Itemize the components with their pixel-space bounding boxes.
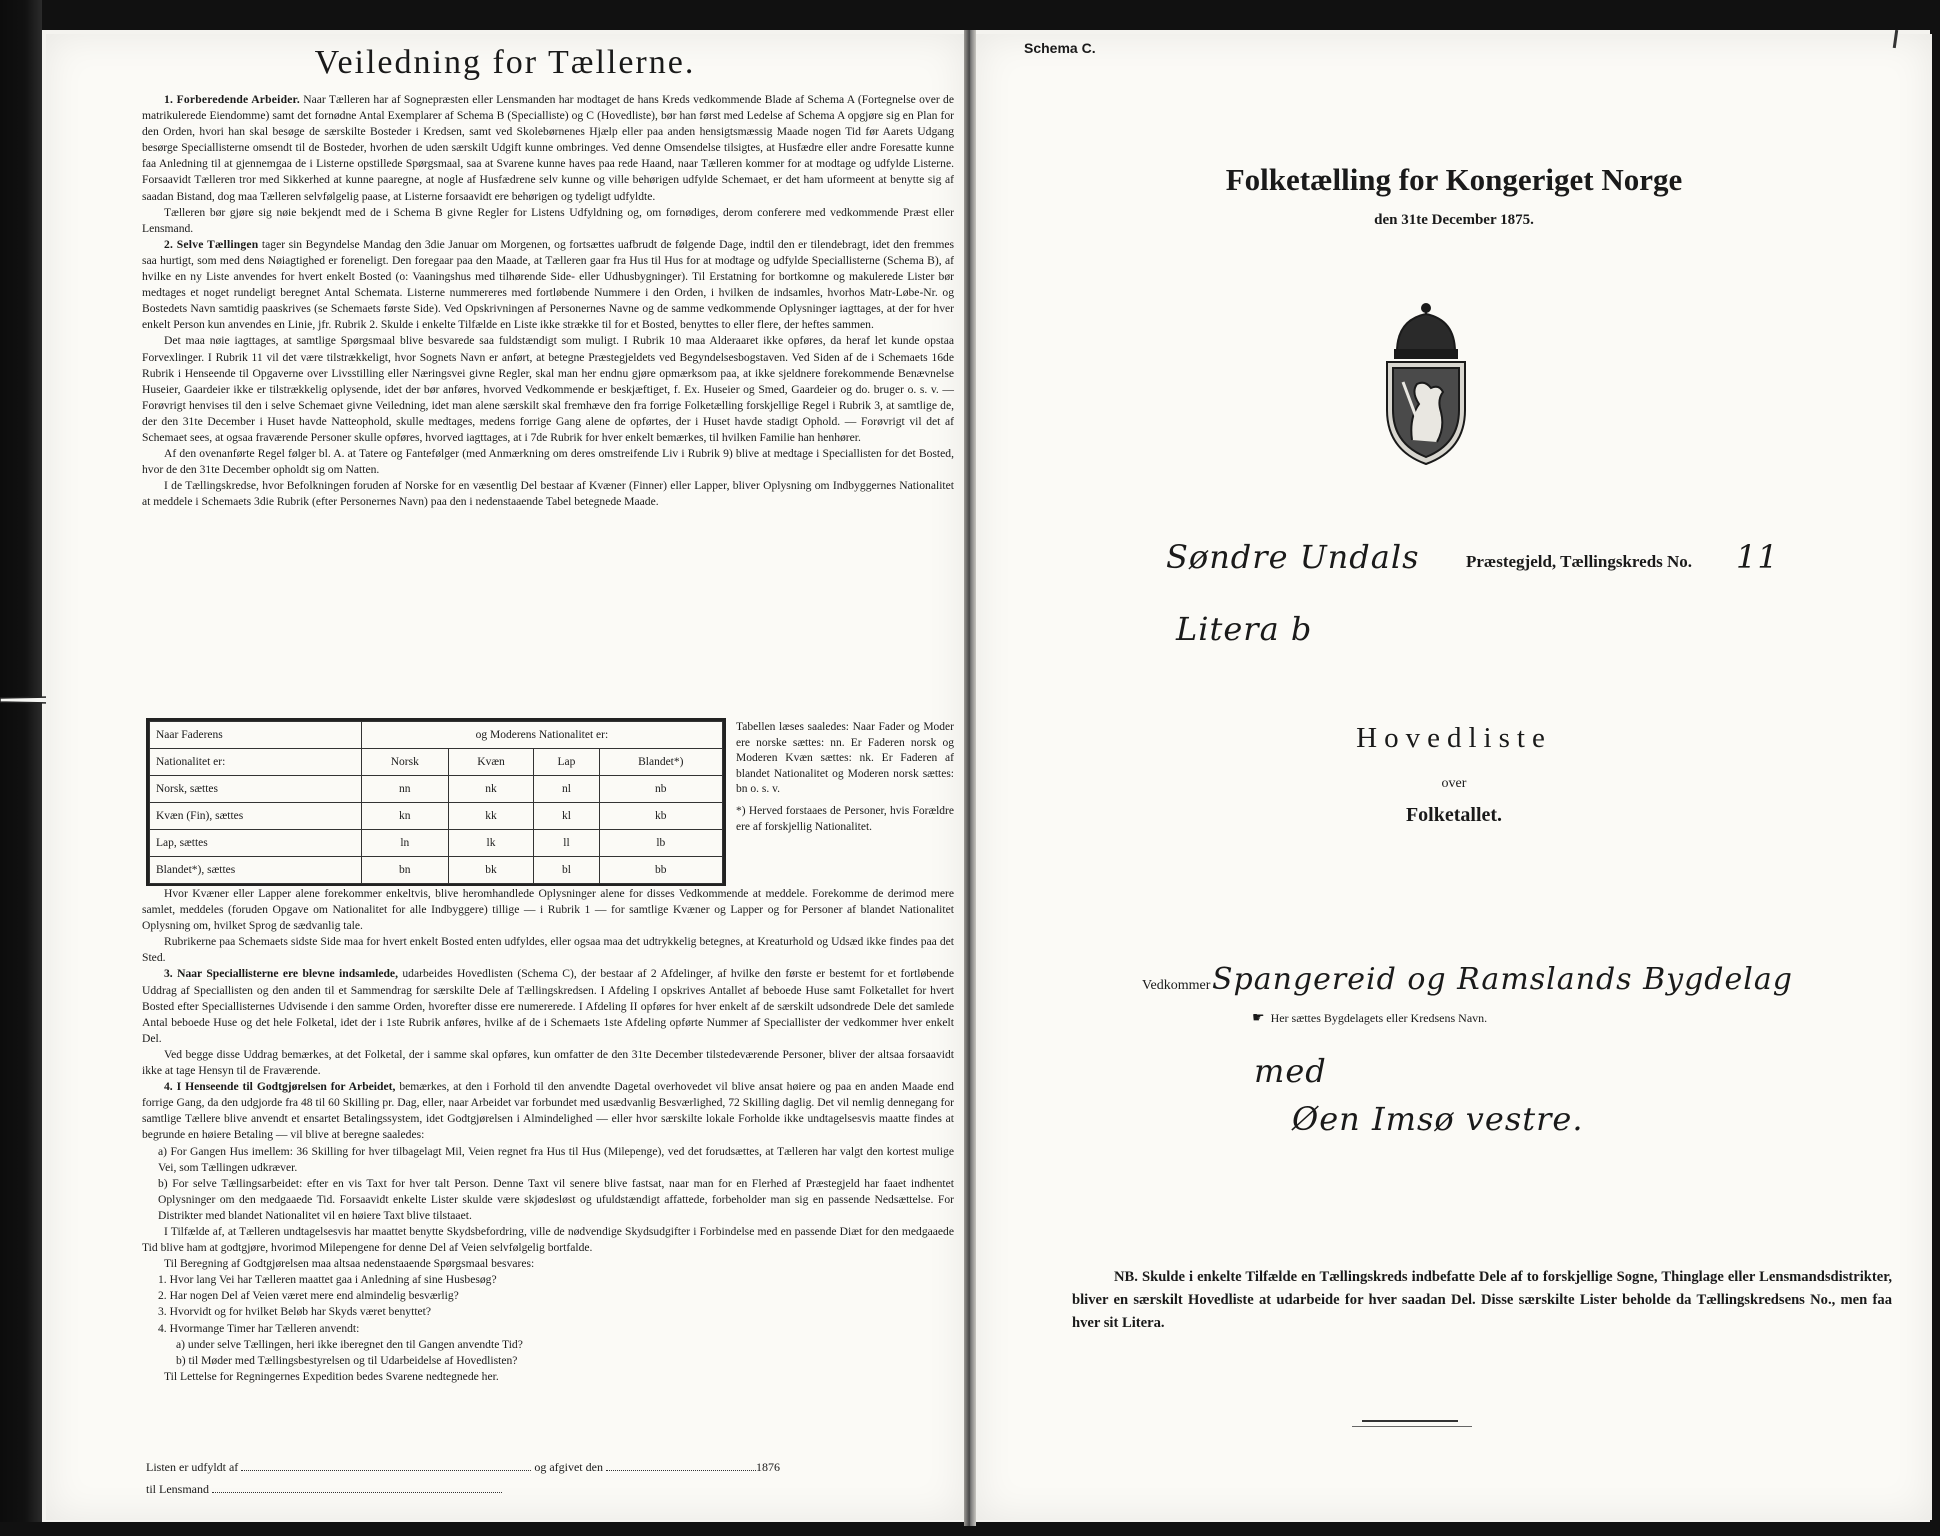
table-cell: lk (448, 830, 534, 857)
table-cell: kb (599, 803, 722, 830)
table-notes (736, 720, 954, 835)
table-cell: ln (361, 830, 448, 857)
section4-text: bemærkes, at den i Forhold til den anvendte Dagetal overhovedet vil blive ansat høiere og paa en anden Maade end forrige Gang, da den udgjorde fra 48 til 60 Skilling pr. Dag, eller, naar Arbeidet var forbundet med usædvanlig Besværlighed, 72 Skilling daglig. Det vil nemlig dennegang for samtlige Tællere blive anvendt et ensartet Betalingssystem, idet Godtgjørelsen i Almindelighed — eller hvor særskilte lokale Forholde ikke undtagelsesvis maatte findes at begrunde en høiere Betaling — vil blive at beregne saaledes: (142, 1080, 954, 1142)
section4-text2: I Tilfælde af, at Tælleren undtagelsesvis har maattet benytte Skydsbefordring, ville de nødvendige Skydsudgifter i Forbindelse med en passende Diæt for den medgaaede Tid blive ham at godtgjøre, hvorimod Milepengene for denne Del af Veien selvfølgelig bortfalde. (142, 1224, 954, 1255)
table-col-norsk: Norsk (361, 749, 448, 776)
signature-row-lensmand (146, 1480, 954, 1502)
table-cell: nk (448, 776, 534, 803)
decorative-rule (1362, 1420, 1458, 1422)
table-cell: kk (448, 803, 534, 830)
right-page (976, 34, 1932, 1520)
table-cell: bl (534, 857, 599, 884)
section1-text: Naar Tælleren har af Sognepræsten eller Lensmanden har modtaget de hans Kreds vedkommende Blade af Schema A (Fortegnelse over de matrikulerede Eiendomme) samt det fornødne Antal Exemplarer af Schema B (Specialliste) og C (Hovedliste), bør han først med Ledelse af Schema A opgjøre sig en Plan for den Orden, hvori han skal besøge de særskilte Bosteder i Kredsen, samt ved Skolebørnenes Hjælp eller paa anden hensigtsmæssig Maade nogen Tid før Aarets Udgang besørge Speciallisterne omsendt til de Bosteder, hvorhen de uden særskilt Udgift kunne ombringes. Ved denne Omsendelse tilsigtes, at Husfædre eller andre Foresatte kunne faa Anledning til at gjennemgaa de i Listerne opstillede Spørgsmaal, saa at Svarene kunne haves paa rede Haand, naar Tælleren kommer for at modtage og udfylde Listerne. Forsaavidt Tælleren tror med Sikkerhed at kunne paaregne, at nogle af Husfædrene selv kunne og ville behørigen udfylde Schemaet, er det ham uformeent at benytte sig af saadan Bistand, dog maa Tælleren selvfølgelig paase, at Listerne forsaavidt ere behørigen og tydeligt udfyldte. (142, 93, 954, 203)
table-cell: nn (361, 776, 448, 803)
bygdelag-hint-text: Her sættes Bygdelagets eller Kredsens Navn. (1270, 1011, 1488, 1025)
coat-of-arms-icon (1367, 300, 1485, 468)
handwritten-district-number: 11 (1736, 538, 1779, 576)
section1-paragraph (142, 92, 954, 205)
table-cell: nb (599, 776, 722, 803)
over-label: over (1441, 776, 1467, 791)
table-note-reading: Tabellen læses saaledes: Naar Fader og Moder ere norske sættes: nn. Er Faderen norsk og Moderen Kvæn sættes: nk. Er Faderen af blandet Nationalitet og Moderen norsk sættes: bn o. s. v. (736, 721, 954, 796)
table-col-lap: Lap (534, 749, 599, 776)
table-cell: bn (361, 857, 448, 884)
pointing-hand-icon: ☛ (1252, 1011, 1265, 1026)
list-item: 2. Har nogen Del af Veien været mere end almindelig besværlig? (158, 1289, 459, 1303)
nationality-table (149, 721, 723, 884)
row-label: Norsk, sættes (150, 776, 362, 803)
table-row (150, 857, 723, 884)
row-label: Lap, sættes (150, 830, 362, 857)
filled-by-line (241, 1458, 531, 1471)
delivered-date-line (606, 1458, 756, 1471)
table-cell: nl (534, 776, 599, 803)
table-row (150, 776, 723, 803)
parish-printed-label: Præstegjeld, Tællingskreds No. (1466, 552, 1693, 571)
list-item: Til Lettelse for Regningernes Expedition bedes Svarene nedtegnede her. (164, 1369, 499, 1383)
list-item: 4. Hvormange Timer har Tælleren anvendt: (158, 1321, 360, 1335)
table-subheader-row (150, 749, 723, 776)
table-row (150, 803, 723, 830)
handwritten-oen-imso: Øen Imsø vestre. (1292, 1100, 1584, 1138)
decorative-rule-thin (1352, 1426, 1472, 1427)
row-label: Kvæn (Fin), sættes (150, 803, 362, 830)
bygdelag-hint (1252, 1010, 1487, 1027)
section3-text: udarbeides Hovedlisten (Schema C), der bestaar af 2 Afdelinger, af hvilke den første er bestemt for et fortløbende Uddrag af Speciallisten og den anden til et Sammendrag for særskilte Dele af Tællingskredsen. I Afdeling I opskrives Antallet af beboede Huse samt Folketallet for hvert Bosted efter Speciallisternes Udvisende i den samme Orden, hvorefter disse ere numererede. I Afdeling II opføres for hver enkelt af de særskilt udsondrede Dele det samlede Antal beboede Huse og det hele Folketal, idet der i 1ste Rubrik anføres, hvilke af de i Schemaets 1ste Afdeling opførte Nummer af Speciallister der vedkommer hver enkelt Del. (142, 967, 954, 1045)
section2-paragraph (142, 237, 954, 334)
scan-border-top (0, 0, 1940, 30)
hovedliste-heading: Hovedliste (1356, 722, 1552, 754)
section2-text4: I de Tællingskredse, hvor Befolkningen foruden af Norske for en væsentlig Del bestaar af Kvæner (Finner) eller Lapper, bliver Oplysning om Indbyggernes Nationalitet at meddele i Schemaets 3die Rubrik (efter Personernes Navn) paa den i nedenstaaende Tabel betegnede Maade. (142, 479, 954, 509)
paragraph-kvaener: Hvor Kvæner eller Lapper alene forekommer enkeltvis, blive heromhandlede Oplysninger alene for disses Vedkommende at meddele. Forekomme de derimod mere samlet, meddeles (foruden Opgave om Nationalitet for alle Indbyggere) tillige — i Rubrik 1 — for samtlige Kvæner og Lapper og for Personer af blandet Nationalitet Oplysning om, hvilket Sprog de sædvanlig tale. (142, 887, 954, 933)
row-label: Blandet*), sættes (150, 857, 362, 884)
section2-heading: 2. Selve Tællingen (164, 237, 259, 251)
nb-note (1072, 1266, 1892, 1335)
paragraph-rubrikerne: Rubrikerne paa Schemaets sidste Side maa for hvert enkelt Bosted enten udfyldes, eller ogsaa maa det udtrykkelig betegnes, at Kreaturhold og Udsæd ikke findes paa det Sted. (142, 935, 954, 965)
table-header-row (150, 722, 723, 749)
section4-paragraph (142, 1079, 954, 1143)
table-cell: ll (534, 830, 599, 857)
vedkommer-label: Vedkommer (1142, 978, 1211, 993)
left-page (46, 34, 964, 1520)
handwritten-litera: Litera b (1176, 610, 1313, 648)
table-header-mother: og Moderens Nationalitet er: (361, 722, 722, 749)
parish-line (1166, 538, 1906, 578)
table-row (150, 830, 723, 857)
table-header-father: Naar Faderens (150, 722, 362, 749)
questions-list (142, 1272, 954, 1385)
handwritten-parish: Søndre Undals (1166, 538, 1420, 576)
section3-heading: 3. Naar Speciallisterne ere blevne indsamlede, (164, 967, 398, 981)
section3-paragraph (142, 966, 954, 1046)
folketallet-heading: Folketallet. (1405, 804, 1503, 826)
section4-a: a) For Gangen Hus imellem: 36 Skilling for hver tilbagelagt Mil, Veien regnet fra Hus til Hus (Milepenge), ved det forudsættes, at Tælleren har valgt den kortest mulige Vei, som Tællingen udkræver. (158, 1144, 954, 1174)
signature-row-filled-by (146, 1458, 954, 1480)
table-note-asterisk: *) Herved forstaaes de Personer, hvis Forældre ere af forskjellig Nationalitet. (736, 804, 954, 833)
lensmand-label: til Lensmand (146, 1482, 209, 1496)
section1-text2: Tælleren bør gjøre sig nøie bekjendt med de i Schema B givne Regler for Listens Udfyldning og, om fornødiges, derom conferere med vedkommende Præst eller Lensmand. (142, 205, 954, 235)
table-cell: bk (448, 857, 534, 884)
section3-text2: Ved begge disse Uddrag bemærkes, at det Folketal, der i samme skal opføres, kun omfatter de den 31te December tilstedeværende Personer, bliver der altsaa forsaavidt ikke at tage Hensyn til de Fraværende. (142, 1047, 954, 1078)
schema-label: Schema C. (1024, 40, 1096, 56)
instructions-body (142, 92, 954, 510)
section4-b: b) For selve Tællingsarbeidet: efter en vis Taxt for hver talt Person. Denne Taxt vil senere blive fastsat, naar man for en Flerhed af Præstegjeld har faaet indhentet Oplysninger om den medgaaede Tid. Forsaavidt enkelte Lister skulde være skjødesløst og ufuldstændigt affattede, forbeholder man sig en passende Nedsættelse. For Distrikter med blandet Nationalitet vil en høiere Taxt blive tilstaaet. (158, 1176, 954, 1222)
list-item: b) til Møder med Tællingsbestyrelsen og til Udarbeidelse af Hovedlisten? (176, 1353, 518, 1367)
handwritten-bygdelag: Spangereid og Ramslands Bygdelag (1212, 962, 1793, 997)
table-col-blandet: Blandet*) (599, 749, 722, 776)
signature-lines (146, 1458, 954, 1502)
census-date: den 31te December 1875. (1374, 212, 1534, 228)
nationality-table-frame (146, 718, 726, 886)
section1-heading: 1. Forberedende Arbeider. (164, 93, 300, 106)
section2-text: tager sin Begyndelse Mandag den 3die Januar om Morgenen, og fortsættes uafbrudt de følgende Dage, indtil den er tilendebragt, idet den fremmes saa hurtigt, som med dens Nøiagtighed er foreneligt. Den foregaar paa den Maade, at Tælleren gaar fra Hus til Hus for at modtage og udfylde Speciallisterne (Schema B), af hvilke en ny Liste anvendes for hvert enkelt Bosted (o: Vaaningshus med tilhørende Side- eller Udhusbygninger). Til Erstatning for bortkomne og makulerede Lister bør medtages et noget rundeligt beregnet Antal Schemata. Listerne nummereres med fortløbende Nummere i den Orden, i hvilken de indsamles, hvorhos Matr-Løbe-Nr. og Bostedets Navn samtidig paaskrives (se Schemaets første Side). Ved Opskrivningen af Personernes Navne og de samme vedkommende Oplysninger iagttages, at der for hver enkelt Person kun anvendes en Linie, jfr. Rubrik 2. Skulde i enkelte Tilfælde en Liste ikke strække til for et Bosted, benyttes to eller flere, der heftes sammen. (142, 237, 954, 332)
table-cell: lb (599, 830, 722, 857)
list-item: 1. Hvor lang Vei har Tælleren maattet gaa i Anledning af sine Husbesøg? (158, 1273, 497, 1287)
delivered-label: og afgivet den (534, 1460, 603, 1474)
scan-border-left (0, 0, 42, 1536)
section2-text2: Det maa nøie iagttages, at samtlige Spørgsmaal blive besvarede saa fuldstændigt som muligt. I Rubrik 10 maa Alderaaret ikke opføres, da heraf let kunde opstaa Forvexlinger. I Rubrik 11 vil det være tilstrækkeligt, hvor Sognets Navn er anført, at betegne Præstegjeldets ved Begyndelsesbogstaven. Ved Siden af de i Schemaets 16de Rubrik i Henseende til Opgaverne over Livsstilling eller Næringsvei givne Regler, skal man her endnu gjøre opmærksom paa, at ikke sjeldnere forekommende Benævnelse Huseier, Gaardeier ikke er tilstrækkelig oplysende, idet der bør anføres, hvorved Vedkommende er beskjæftiget, f. Ex. Huseier og Smed, Gaardeier og do. bruger o. s. v. — Forøvrigt henvises til den i selve Schemaet givne Veiledning, idet man alene særskilt skal fremhæve den fra forrige Folketælling forskjellige Regel i Rubrik 3, at samtlige de, der den 31te December i Huset havde Natteophold, skulle medtages, medens forrige Gang alene de opførtes, der i Huset havde stadigt Ophold. — Forøvrigt vil det af Schemaet sees, at ogsaa fraværende Personer skulle opføres, hvorved iagttages, at i 7de Rubrik for hver enkelt bemærkes, til hvilken Familie han henhører. (142, 334, 954, 444)
table-cell: bb (599, 857, 722, 884)
instructions-body-continued (142, 886, 954, 1385)
table-header-father2: Nationalitet er: (150, 749, 362, 776)
table-cell: kn (361, 803, 448, 830)
list-item: 3. Hvorvidt og for hvilket Beløb har Skyds været benyttet? (158, 1305, 432, 1319)
list-item: a) under selve Tællingen, heri ikke iberegnet den til Gangen anvendte Tid? (176, 1337, 523, 1351)
instructions-title: Veiledning for Tællerne. (314, 44, 696, 81)
year-label: 1876 (755, 1460, 780, 1474)
table-col-kvaen: Kvæn (448, 749, 534, 776)
section4-text3: Til Beregning af Godtgjørelsen maa altsaa nedenstaaende Spørgsmaal besvares: (164, 1257, 535, 1271)
section2-text3: Af den ovenanførte Regel følger bl. A. at Tatere og Fantefølger (med Anmærkning om deres omstreifende Liv i Rubrik 9) blive at medtage i Speciallisten for det Bosted, hvor de den 31te December opholdt sig om Natten. (142, 447, 954, 477)
book-gutter (964, 30, 976, 1526)
census-title: Folketælling for Kongeriget Norge (1225, 162, 1683, 197)
section4-heading: 4. I Henseende til Godtgjørelsen for Arbeidet, (164, 1080, 396, 1094)
lensmand-line (212, 1480, 502, 1493)
filled-by-label: Listen er udfyldt af (146, 1460, 239, 1474)
nb-note-text: NB. Skulde i enkelte Tilfælde en Tællingskreds indbefatte Dele af to forskjellige Sogne, Thinglage eller Lensmandsdistrikter, bliver en særskilt Hovedliste at udarbeide for hver saadan Del. Disse særskilte Lister beholde da Tællingskredsens No., men faa hver sit Litera. (1072, 1269, 1892, 1331)
handwritten-med: med (1254, 1052, 1327, 1090)
table-cell: kl (534, 803, 599, 830)
